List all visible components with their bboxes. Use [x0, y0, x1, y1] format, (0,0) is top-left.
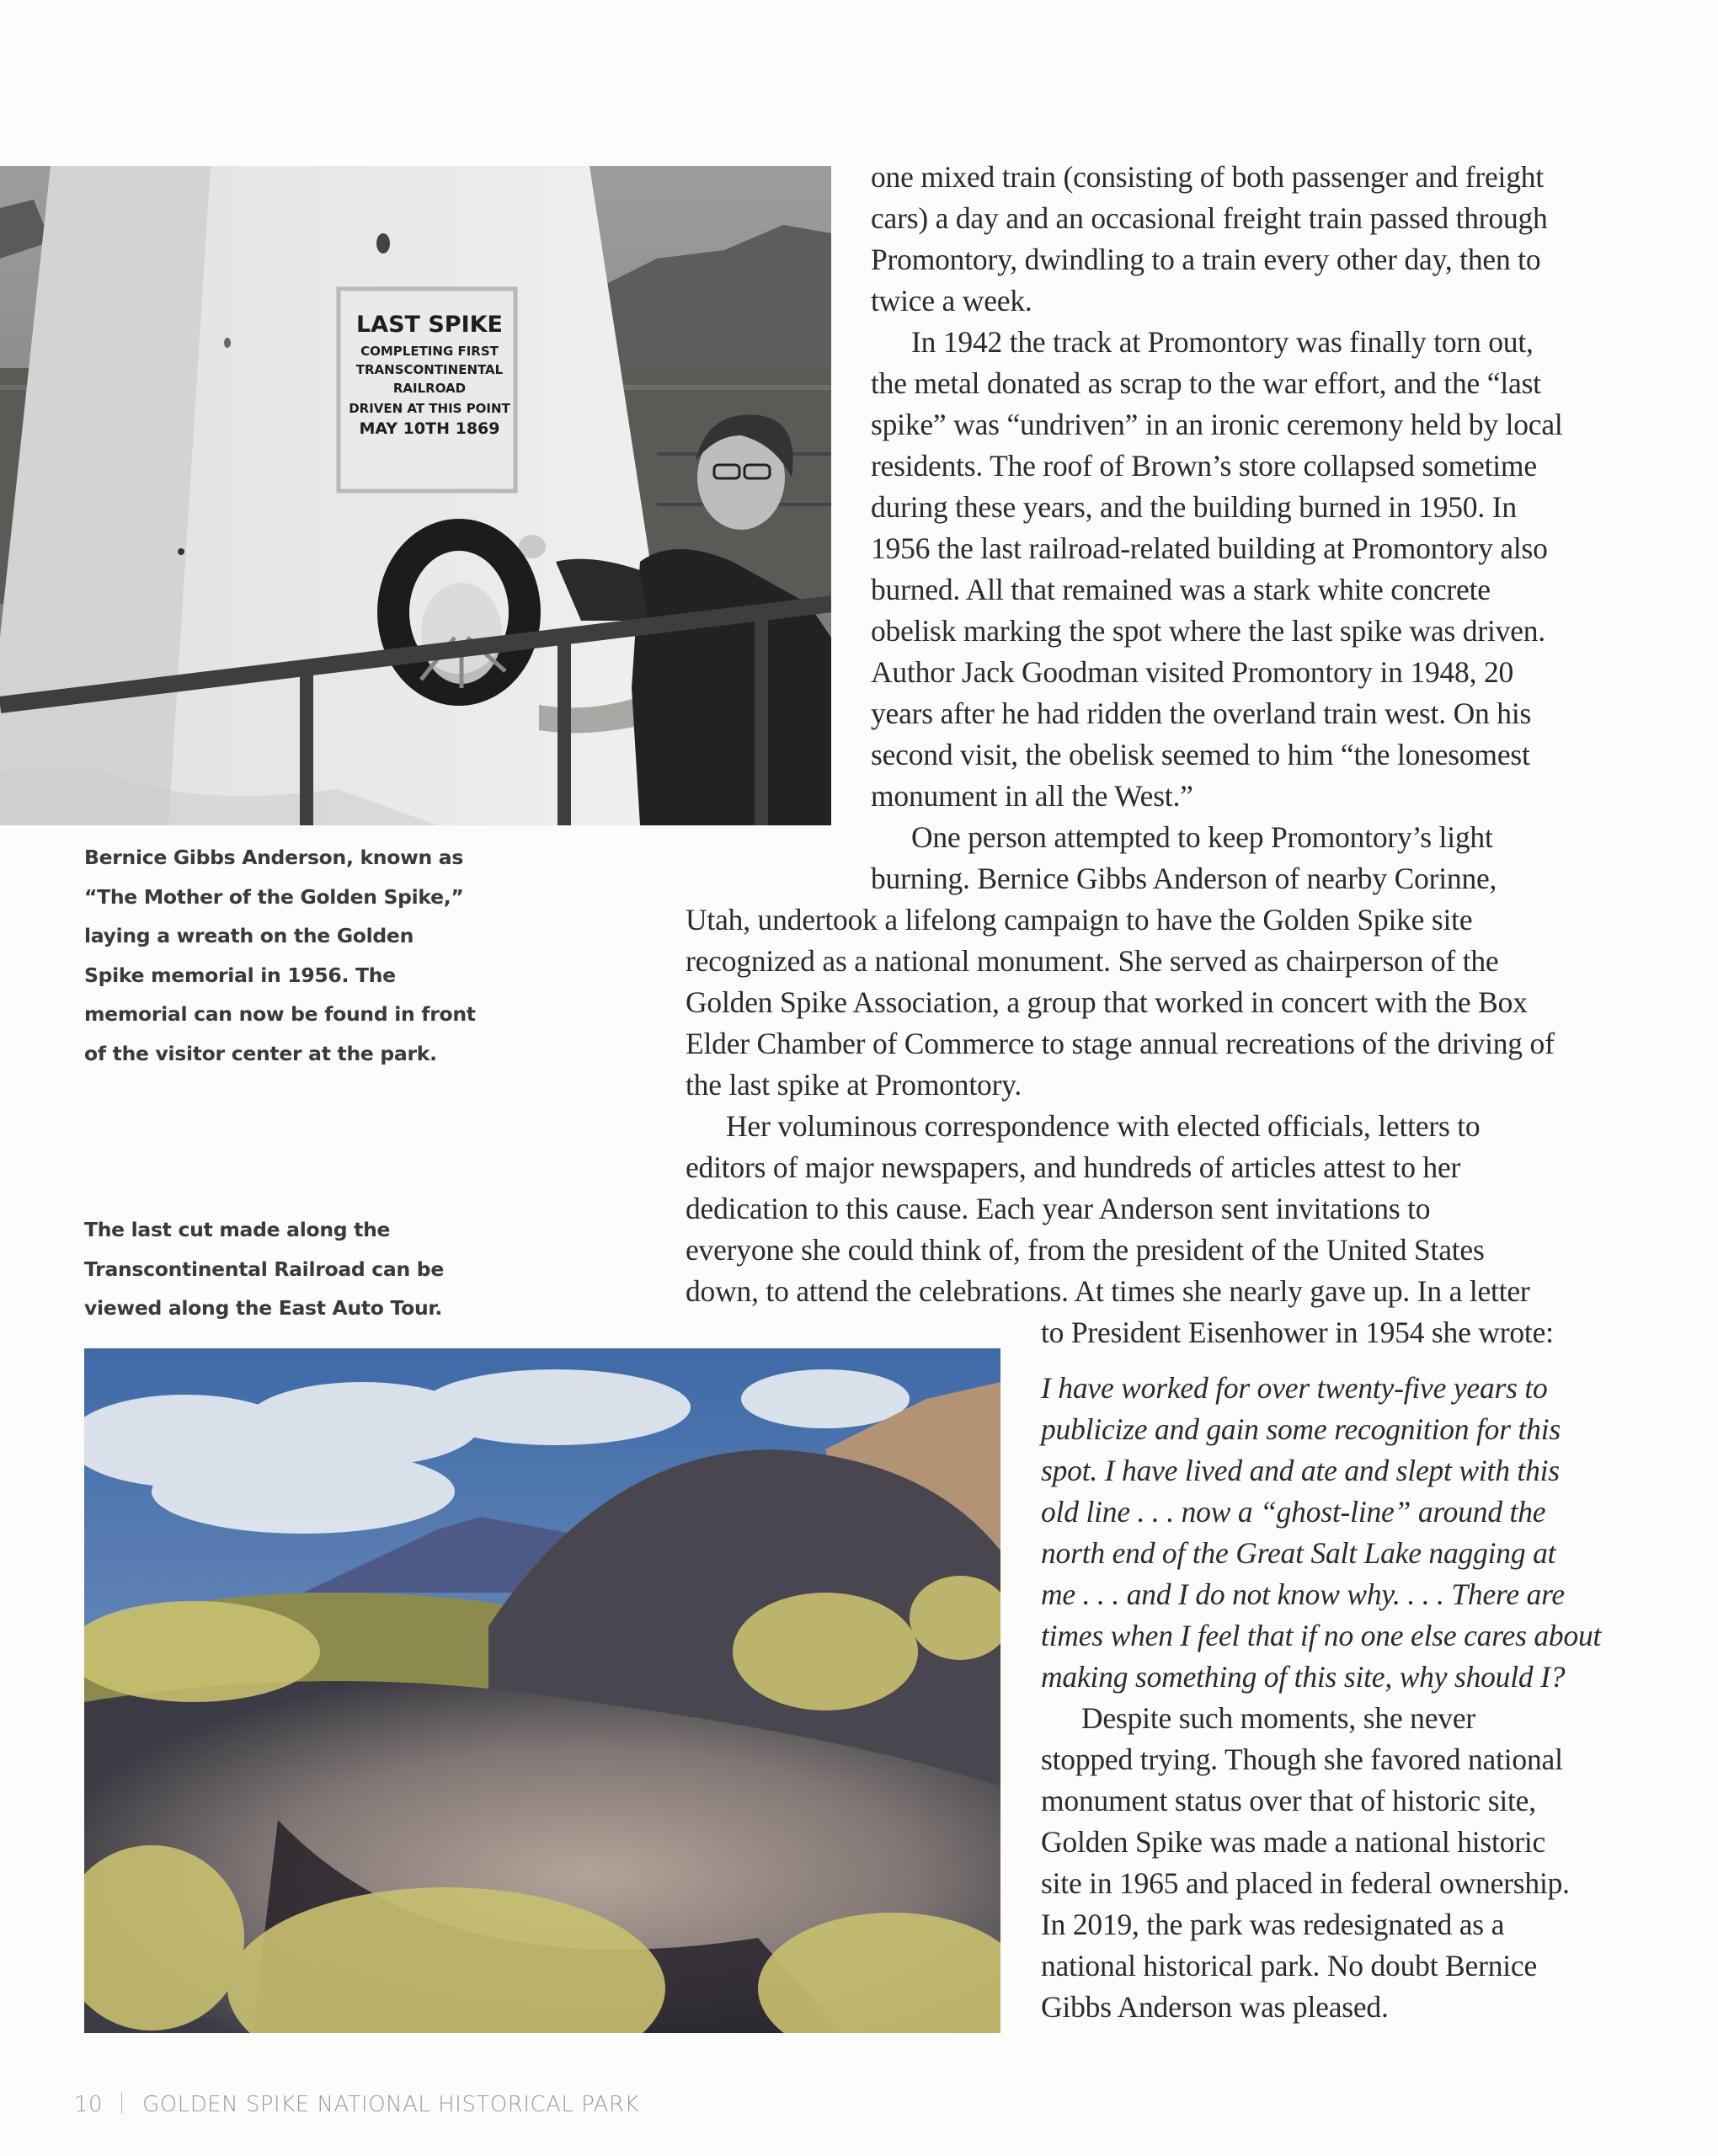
- last-cut-photo-caption: [84, 1210, 444, 1328]
- quote-line: old line . . . now a “ghost-line” around the: [1041, 1495, 1546, 1529]
- text-line: residents. The roof of Brown’s store collapsed sometime: [871, 449, 1537, 483]
- text-line: In 1942 the track at Promontory was finally torn out,: [911, 325, 1534, 359]
- page-number: 10: [74, 2092, 104, 2117]
- text-line: site in 1965 and placed in federal ownership.: [1041, 1866, 1570, 1900]
- quote-line: publicize and gain some recognition for this: [1041, 1412, 1561, 1446]
- text-line: second visit, the obelisk seemed to him “the lonesomest: [871, 738, 1530, 771]
- plaque-line: COMPLETING FIRST: [360, 344, 499, 359]
- quote-line: me . . . and I do not know why. . . . There are: [1041, 1577, 1565, 1611]
- caption-line: of the visitor center at the park.: [84, 1041, 437, 1065]
- text-line: Her voluminous correspondence with elected officials, letters to: [726, 1109, 1481, 1143]
- caption-line: The last cut made along the: [84, 1218, 391, 1241]
- memorial-photo-illustration: [0, 166, 831, 825]
- text-line: editors of major newspapers, and hundreds of articles attest to her: [686, 1150, 1461, 1184]
- text-line: burning. Bernice Gibbs Anderson of nearby Corinne,: [871, 862, 1497, 895]
- publication-title: GOLDEN SPIKE NATIONAL HISTORICAL PARK: [142, 2092, 640, 2117]
- caption-line: Transcontinental Railroad can be: [84, 1257, 444, 1281]
- last-cut-photo: [84, 1348, 1000, 2033]
- text-line: monument in all the West.”: [871, 779, 1193, 813]
- text-line: years after he had ridden the overland train west. On his: [871, 696, 1532, 730]
- text-line: obelisk marking the spot where the last spike was driven.: [871, 614, 1545, 648]
- footer-divider: [121, 2092, 122, 2114]
- text-line: burned. All that remained was a stark white concrete: [871, 573, 1491, 606]
- text-line: Elder Chamber of Commerce to stage annual recreations of the driving of: [686, 1027, 1555, 1060]
- text-line: during these years, and the building burned in 1950. In: [871, 490, 1517, 524]
- text-line: Author Jack Goodman visited Promontory in 1948, 20: [871, 655, 1514, 689]
- text-line: everyone she could think of, from the president of the United States: [686, 1233, 1485, 1267]
- plaque-line: TRANSCONTINENTAL: [355, 362, 504, 377]
- eisenhower-letter-quote: [1041, 1368, 1601, 1698]
- article-column-middle: [686, 817, 1555, 1353]
- caption-line: viewed along the East Auto Tour.: [84, 1296, 442, 1320]
- plaque-title: LAST SPIKE: [355, 312, 504, 338]
- quote-line: making something of this site, why should I?: [1041, 1660, 1566, 1694]
- article-column-top: [871, 157, 1563, 817]
- text-line: one mixed train (consisting of both passenger and freight: [871, 160, 1544, 194]
- text-line: Golden Spike was made a national historic: [1041, 1825, 1546, 1859]
- quote-line: times when I feel that if no one else cares about: [1041, 1619, 1602, 1652]
- quote-line: north end of the Great Salt Lake nagging at: [1041, 1536, 1556, 1570]
- caption-line: “The Mother of the Golden Spike,”: [84, 884, 464, 909]
- plaque-line: RAILROAD: [392, 381, 467, 396]
- text-line: Promontory, dwindling to a train every other day, then to: [871, 243, 1541, 276]
- text-line: One person attempted to keep Promontory’s light: [911, 820, 1493, 854]
- text-line: Golden Spike Association, a group that worked in concert with the Box: [686, 985, 1528, 1019]
- quote-line: spot. I have lived and ate and slept with this: [1041, 1454, 1560, 1487]
- caption-line: Bernice Gibbs Anderson, known as: [84, 846, 464, 869]
- quote-line: I have worked for over twenty-five years to: [1041, 1371, 1548, 1405]
- plaque-date: MAY 10TH 1869: [359, 419, 500, 438]
- text-line: 1956 the last railroad-related building at Promontory also: [871, 531, 1548, 565]
- text-line: recognized as a national monument. She served as chairperson of the: [686, 944, 1499, 978]
- text-line: Gibbs Anderson was pleased.: [1041, 1990, 1389, 2024]
- text-line: Utah, undertook a lifelong campaign to have the Golden Spike site: [686, 903, 1473, 937]
- text-line: spike” was “undriven” in an ironic ceremony held by local: [871, 408, 1563, 441]
- memorial-photo-caption: [84, 838, 476, 1073]
- text-line: national historical park. No doubt Bernice: [1041, 1949, 1538, 1983]
- text-line: In 2019, the park was redesignated as a: [1041, 1908, 1505, 1941]
- text-line: the metal donated as scrap to the war effort, and the “last: [871, 366, 1541, 400]
- text-line: Despite such moments, she never: [1081, 1701, 1476, 1735]
- text-line: to President Eisenhower in 1954 she wrote:: [1041, 1315, 1554, 1349]
- caption-line: laying a wreath on the Golden: [84, 924, 413, 947]
- text-line: twice a week.: [871, 284, 1032, 318]
- article-column-bottom: [1041, 1698, 1570, 2028]
- text-line: down, to attend the celebrations. At times she nearly gave up. In a letter: [686, 1274, 1530, 1308]
- caption-line: Spike memorial in 1956. The: [84, 963, 396, 987]
- text-line: dedication to this cause. Each year Anderson sent invitations to: [686, 1192, 1431, 1225]
- memorial-photo: [0, 166, 831, 825]
- text-line: monument status over that of historic site,: [1041, 1784, 1536, 1817]
- text-line: the last spike at Promontory.: [686, 1068, 1022, 1102]
- last-cut-photo-illustration: [84, 1348, 1000, 2033]
- plaque-line: DRIVEN AT THIS POINT: [349, 401, 510, 416]
- page-footer: [74, 2092, 639, 2117]
- text-line: stopped trying. Though she favored national: [1041, 1742, 1563, 1776]
- caption-line: memorial can now be found in front: [84, 1002, 476, 1026]
- text-line: cars) a day and an occasional freight train passed through: [871, 201, 1548, 235]
